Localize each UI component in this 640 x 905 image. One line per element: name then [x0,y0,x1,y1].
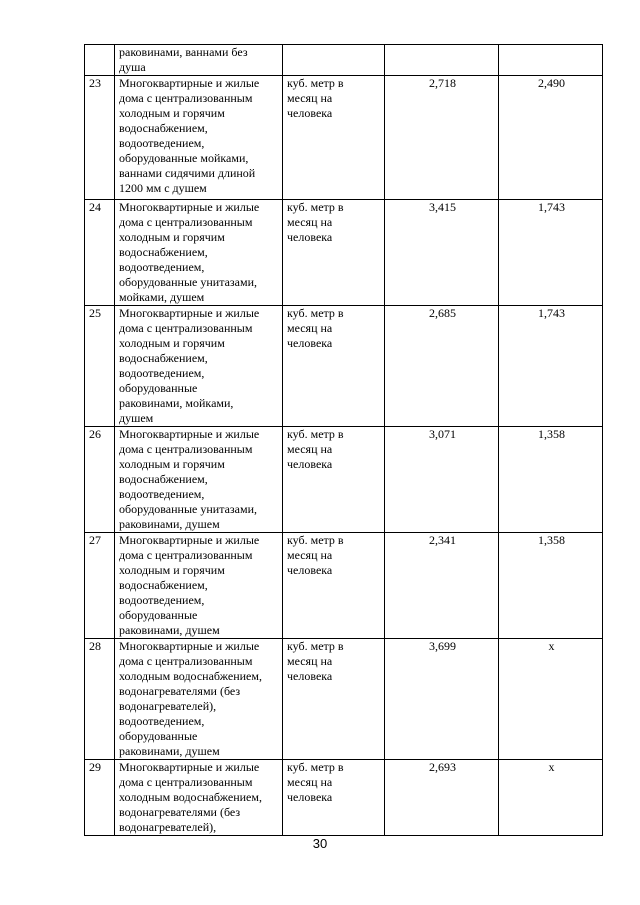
norm-value-cell: x [499,760,603,836]
table-row [85,639,603,760]
norm-value-cell: 3,699 [385,639,499,760]
building-description-cell: раковинами, ваннами без душа [115,45,283,76]
unit-cell: куб. метр в месяц на человека [283,200,385,306]
table-row [85,760,603,836]
norm-value-cell: 3,415 [385,200,499,306]
unit-cell: куб. метр в месяц на человека [283,533,385,639]
unit-cell: куб. метр в месяц на человека [283,76,385,200]
building-description-cell: Многоквартирные и жилые дома с централизованным холодным и горячим водоснабжением, водоотведением, оборудованные мойками, ваннами сидячими длиной 1200 мм с душем [115,76,283,200]
unit-cell: куб. метр в месяц на человека [283,427,385,533]
page-number: 30 [312,836,328,851]
table-row [85,306,603,427]
norm-value-cell: 3,071 [385,427,499,533]
building-description-cell: Многоквартирные и жилые дома с централизованным холодным и горячим водоснабжением, водоотведением, оборудованные унитазами, раковинами, душем [115,427,283,533]
norm-value-cell [499,45,603,76]
norm-value-cell: 1,358 [499,427,603,533]
building-description-cell: Многоквартирные и жилые дома с централизованным холодным водоснабжением, водонагревателями (без водонагревателей), [115,760,283,836]
norm-value-cell: 2,718 [385,76,499,200]
norm-value-cell: 2,341 [385,533,499,639]
norm-value-cell: x [499,639,603,760]
table-row [85,533,603,639]
norm-value-cell: 1,743 [499,306,603,427]
row-number-cell: 23 [85,76,115,200]
norm-value-cell: 2,490 [499,76,603,200]
norm-value-cell: 1,743 [499,200,603,306]
building-description-cell: Многоквартирные и жилые дома с централизованным холодным и горячим водоснабжением, водоотведением, оборудованные раковинами, душем [115,533,283,639]
table-row [85,427,603,533]
unit-cell [283,45,385,76]
table-row [85,200,603,306]
table-row [85,45,603,76]
building-description-cell: Многоквартирные и жилые дома с централизованным холодным и горячим водоснабжением, водоотведением, оборудованные унитазами, мойками, душем [115,200,283,306]
norm-value-cell [385,45,499,76]
norm-value-cell: 2,685 [385,306,499,427]
norm-value-cell: 1,358 [499,533,603,639]
consumption-norms-table [84,44,603,836]
row-number-cell: 29 [85,760,115,836]
building-description-cell: Многоквартирные и жилые дома с централизованным холодным и горячим водоснабжением, водоотведением, оборудованные раковинами, мойками, душем [115,306,283,427]
row-number-cell: 25 [85,306,115,427]
row-number-cell: 24 [85,200,115,306]
building-description-cell: Многоквартирные и жилые дома с централизованным холодным водоснабжением, водонагревателями (без водонагревателей), водоотведением, оборудованные раковинами, душем [115,639,283,760]
norm-value-cell: 2,693 [385,760,499,836]
row-number-cell: 28 [85,639,115,760]
row-number-cell [85,45,115,76]
row-number-cell: 26 [85,427,115,533]
table-body [85,45,603,836]
unit-cell: куб. метр в месяц на человека [283,760,385,836]
unit-cell: куб. метр в месяц на человека [283,639,385,760]
unit-cell: куб. метр в месяц на человека [283,306,385,427]
row-number-cell: 27 [85,533,115,639]
table-row [85,76,603,200]
